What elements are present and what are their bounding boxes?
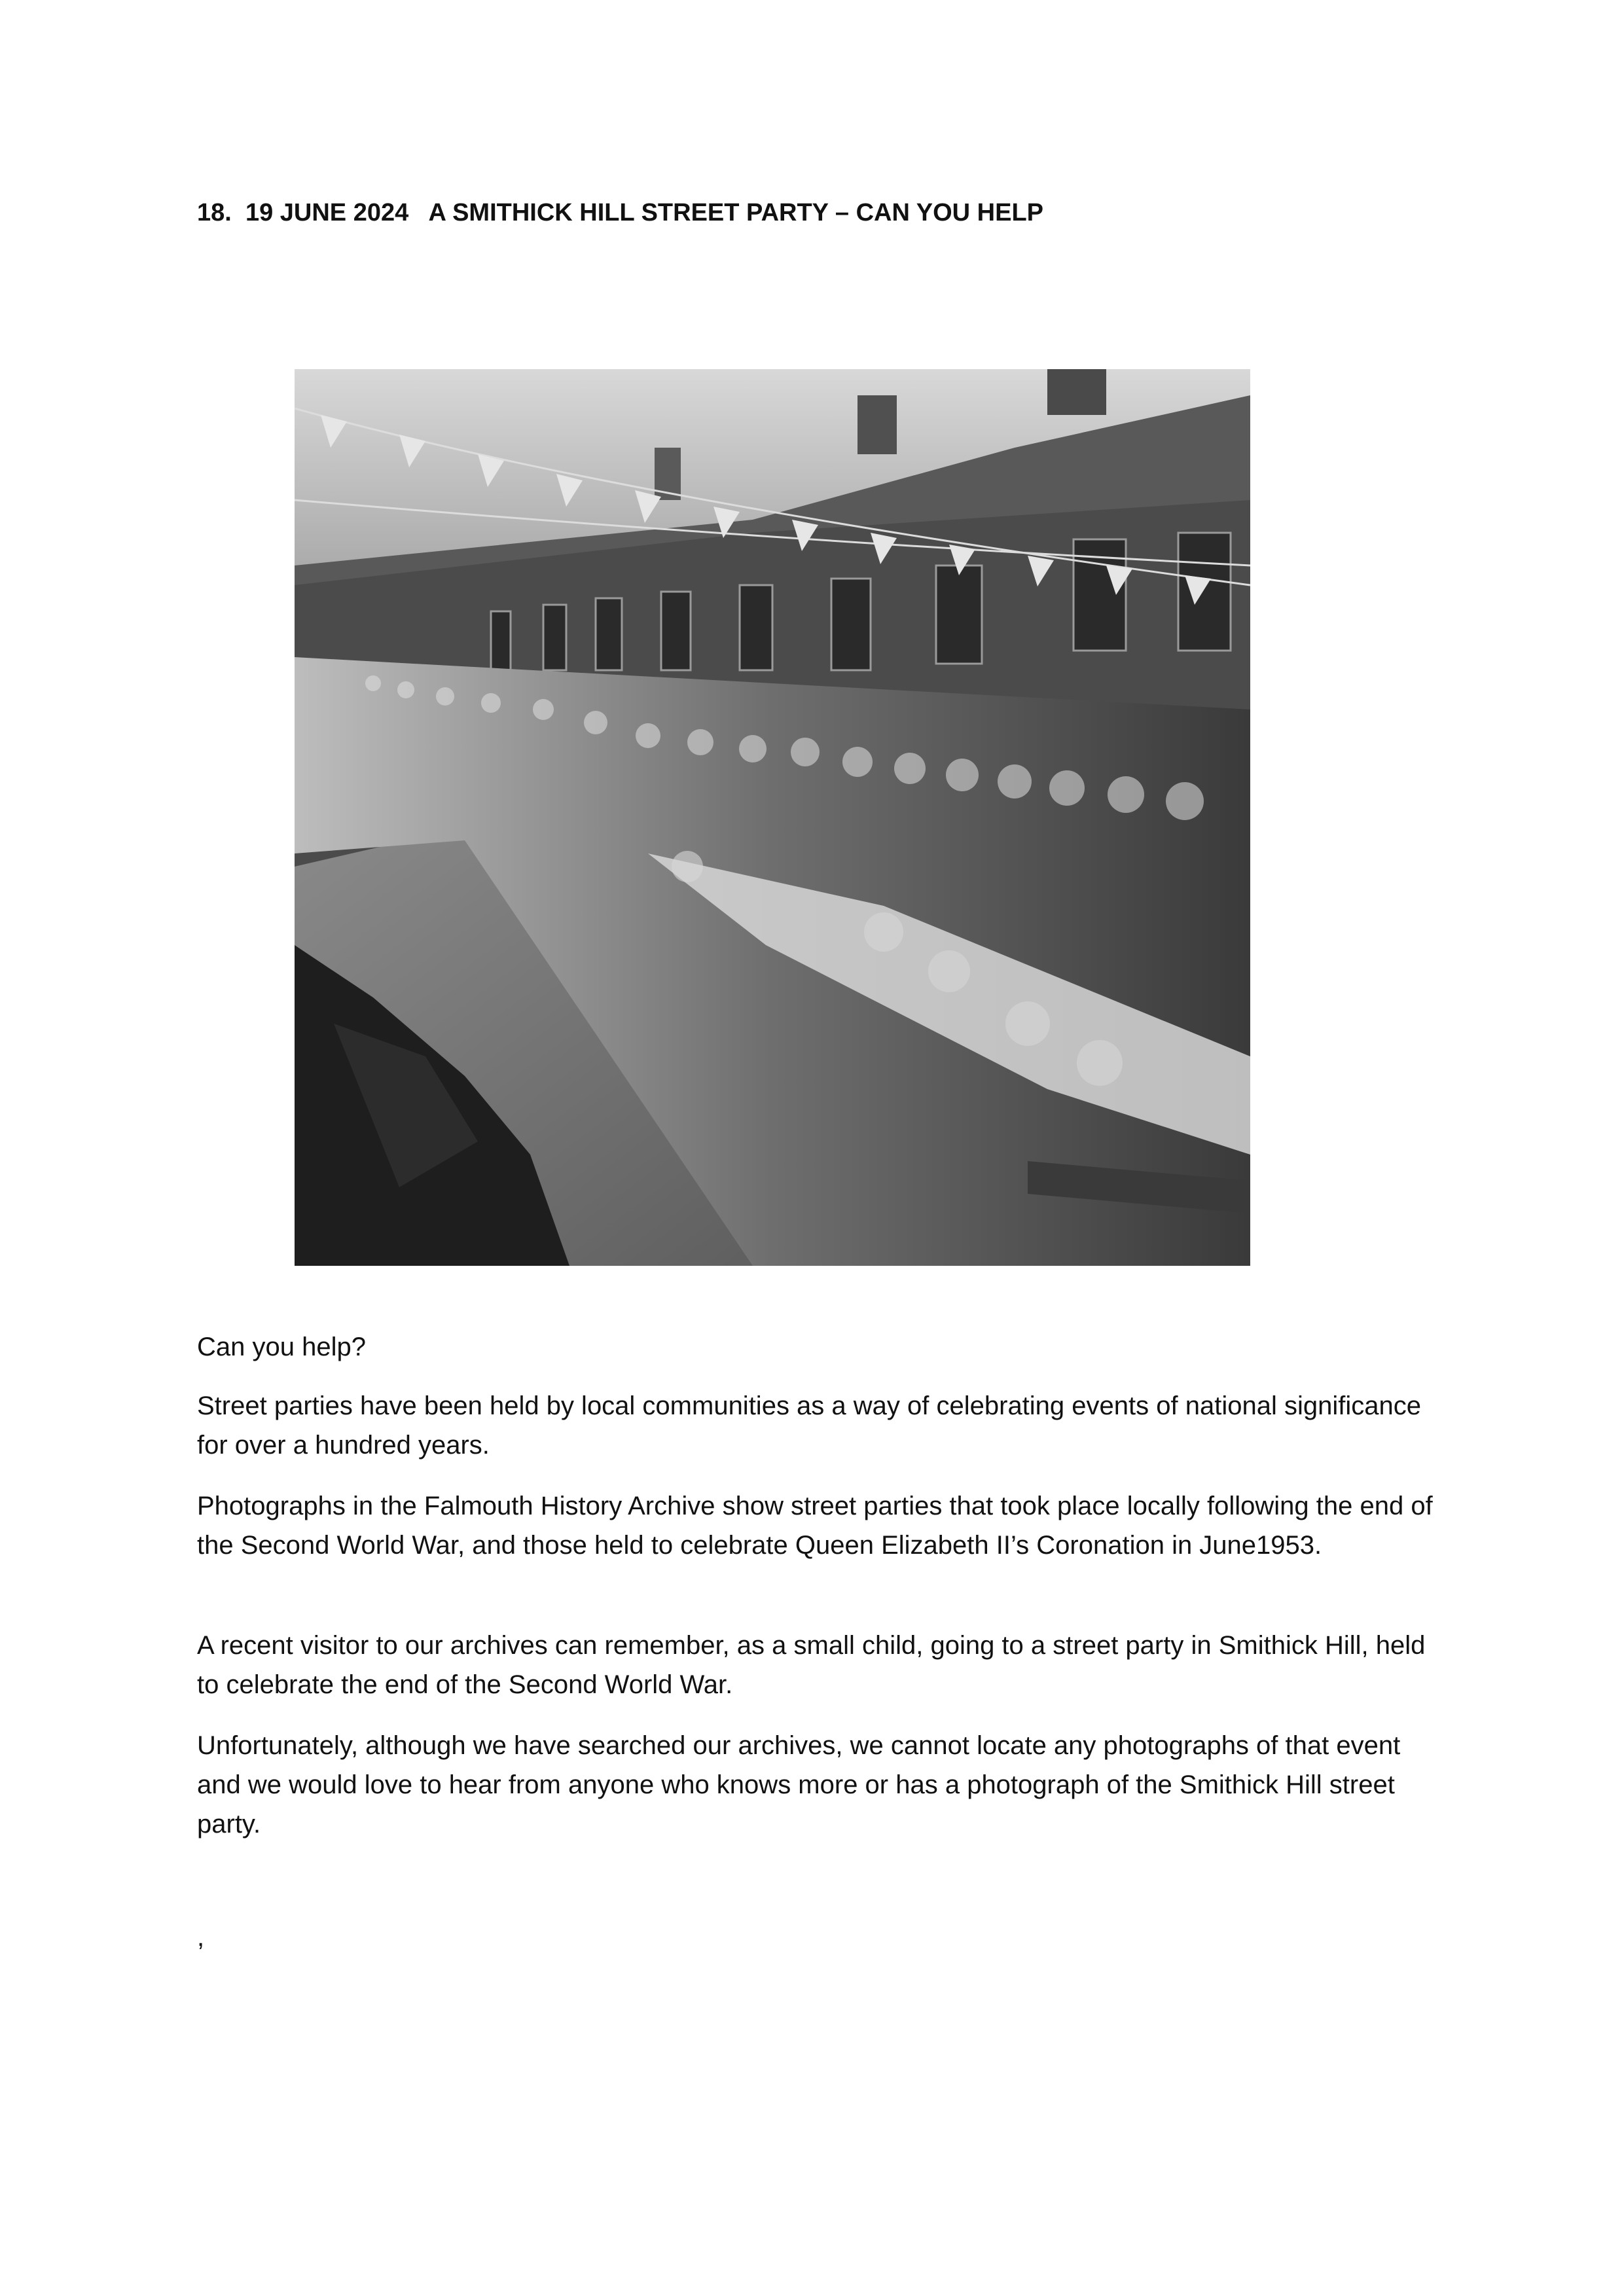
paragraph-6: , xyxy=(197,1923,205,1952)
paragraph-5: Unfortunately, although we have searched our archives, we cannot locate any photographs of that event and we would love to hear from anyone who knows more or has a photograph of the Smithick Hill street party. xyxy=(197,1731,1401,1839)
trailing-comma xyxy=(197,1918,1441,1957)
paragraph-block-2 xyxy=(197,1386,1441,1465)
paragraph-4: A recent visitor to our archives can remember, as a small child, going to a street party in Smithick Hill, held to celebrate the end of the Second World War. xyxy=(197,1631,1426,1699)
paragraph-block-4 xyxy=(197,1626,1441,1704)
paragraph-block-3 xyxy=(197,1486,1441,1565)
paragraph-3: Photographs in the Falmouth History Archive show street parties that took place locally following the end of the Second World War, and those held to celebrate Queen Elizabeth II’s Coronation in June1953. xyxy=(197,1492,1433,1560)
paragraph-1: Can you help? xyxy=(197,1333,366,1361)
paragraph-block-5 xyxy=(197,1726,1441,1844)
street-party-photo xyxy=(295,369,1250,1266)
intro-question xyxy=(197,1327,1441,1367)
article-heading: 18. 19 JUNE 2024 A SMITHICK HILL STREET PARTY – CAN YOU HELP xyxy=(197,199,1044,226)
street-party-photo-image xyxy=(295,369,1250,1266)
paragraph-2: Street parties have been held by local communities as a way of celebrating events of national significance for over a hundred years. xyxy=(197,1391,1421,1460)
